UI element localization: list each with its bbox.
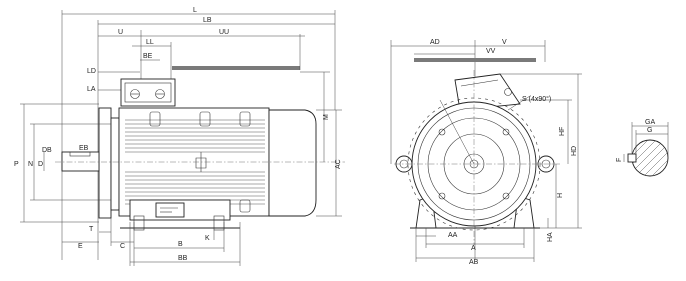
side-view xyxy=(20,10,345,266)
shaft xyxy=(62,152,99,171)
flange xyxy=(99,108,111,218)
label-E: E xyxy=(78,243,83,250)
label-HD: HD xyxy=(571,145,578,156)
label-P: P xyxy=(14,161,19,168)
label-C: C xyxy=(120,243,126,250)
label-VV: VV xyxy=(486,48,496,55)
label-H: H xyxy=(557,192,564,198)
label-HF: HF xyxy=(559,126,566,136)
label-BB: BB xyxy=(178,255,188,262)
label-LB: LB xyxy=(203,17,212,24)
key-slot xyxy=(628,154,636,162)
label-GA: GA xyxy=(645,119,656,126)
label-HA: HA xyxy=(547,232,554,242)
label-LL: LL xyxy=(146,39,154,46)
label-N: N xyxy=(28,161,34,168)
label-S: S (4x90°) xyxy=(522,96,552,103)
label-M: M xyxy=(323,114,330,120)
label-LD: LD xyxy=(87,68,96,75)
label-UU: UU xyxy=(219,29,230,36)
shaft-section-circle xyxy=(632,140,668,176)
label-F: F xyxy=(616,157,623,162)
cable-plate-side xyxy=(172,66,300,70)
label-L: L xyxy=(193,7,197,14)
fan-cover xyxy=(269,110,316,216)
label-U: U xyxy=(118,29,124,36)
label-AB: AB xyxy=(469,259,479,266)
label-B: B xyxy=(178,241,183,248)
label-BE: BE xyxy=(143,53,153,60)
label-G: G xyxy=(647,127,653,134)
label-V: V xyxy=(502,39,507,46)
front-view xyxy=(391,40,582,262)
cable-plate-front xyxy=(414,58,536,62)
label-EB: EB xyxy=(79,145,89,152)
label-LA: LA xyxy=(87,86,96,93)
label-AD: AD xyxy=(430,39,440,46)
label-AC: AC xyxy=(335,159,342,169)
label-DB: DB xyxy=(42,147,52,154)
label-K: K xyxy=(205,235,210,242)
label-D: D xyxy=(38,161,44,168)
label-T: T xyxy=(89,226,94,233)
flange-spigot xyxy=(111,118,119,210)
label-A: A xyxy=(471,245,476,252)
nameplate xyxy=(156,203,184,217)
label-AA: AA xyxy=(448,232,458,239)
